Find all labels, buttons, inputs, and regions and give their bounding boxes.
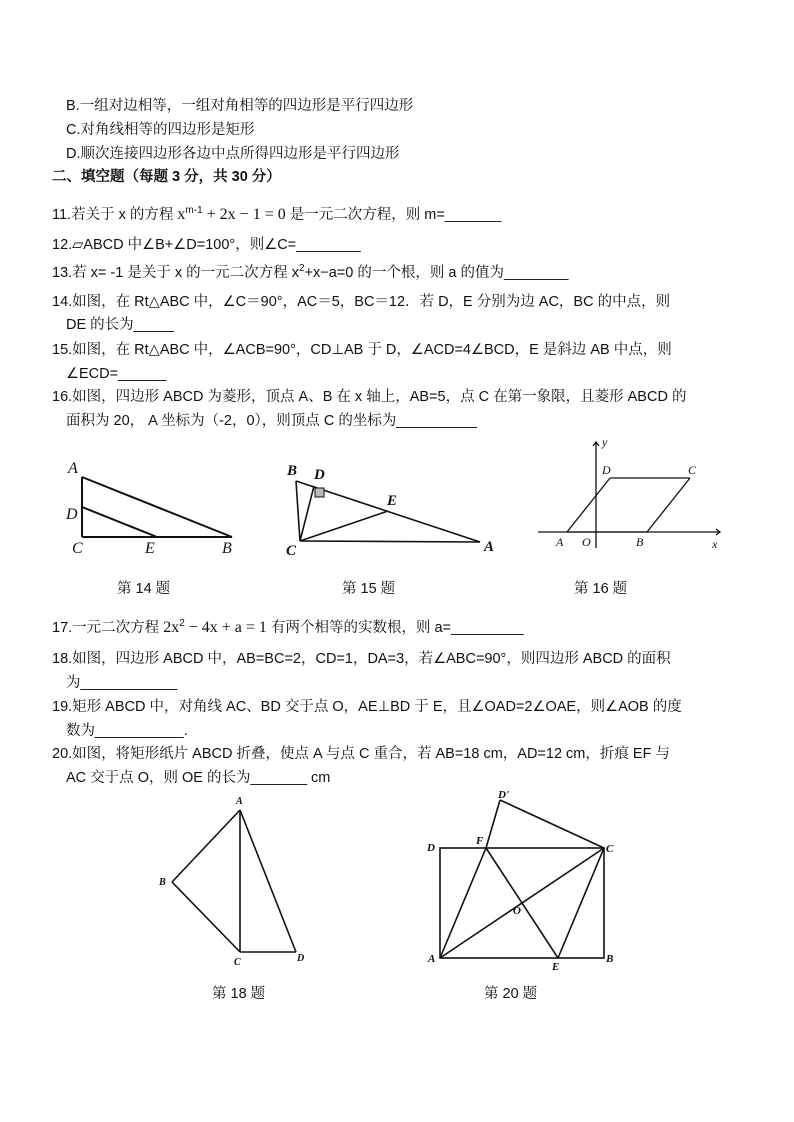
fig15-label-e: E (387, 493, 398, 509)
fig14-label-d: D (66, 506, 78, 523)
fig20-label-f: F (476, 835, 484, 847)
caption-20: 第 20 题 (484, 986, 538, 1002)
q17-expr: 2x (163, 618, 180, 636)
figure-20 (420, 784, 630, 974)
figure-15 (280, 455, 505, 560)
fig18-label-c: C (234, 957, 241, 968)
q11-expr-rest: + 2x − 1 = 0 (202, 205, 286, 223)
question-20-line2: AC 交于点 O，则 OE 的长为_______ cm (66, 770, 331, 786)
fig15-label-b: B (287, 463, 298, 479)
q13-exponent: 2 (298, 263, 305, 274)
question-19-line2: 数为___________. (66, 723, 188, 739)
q11-prefix: 11.若关于 x 的方程 (52, 206, 178, 223)
fig14-label-e: E (145, 540, 155, 557)
question-12: 12.▱ABCD 中∠B+∠D=100°，则∠C=________ (52, 237, 361, 253)
fig16-label-a: A (556, 535, 564, 549)
fig20-label-dprime: D' (498, 789, 509, 801)
figure-14 (60, 455, 245, 560)
caption-18: 第 18 题 (212, 986, 266, 1002)
q17-expr-rest: − 4x + a = 1 (184, 618, 267, 636)
question-14-line2: DE 的长为_____ (66, 317, 174, 333)
question-15-line2: ∠ECD=______ (66, 366, 167, 382)
figure-18 (150, 790, 320, 975)
fig18-label-b: B (159, 877, 166, 888)
question-11 (52, 201, 501, 225)
question-15-line1: 15.如图，在 Rt△ABC 中，∠ACB=90°，CD⊥AB 于 D，∠ACD=4∠BCD，E 是斜边 AB 中点，则 (52, 342, 672, 358)
option-b: B.一组对边相等，一组对角相等的四边形是平行四边形 (66, 98, 414, 114)
caption-16: 第 16 题 (574, 581, 628, 597)
fig16-label-x: x (712, 537, 718, 551)
q11-expr: x (177, 205, 186, 223)
fig18-label-a: A (236, 796, 243, 807)
fig16-label-o: O (582, 535, 591, 549)
question-19-line1: 19.矩形 ABCD 中，对角线 AC、BD 交于点 O，AE⊥BD 于 E，且∠OAD=2∠OAE，则∠AOB 的度 (52, 699, 682, 715)
fig14-label-c: C (72, 540, 83, 557)
question-14-line1: 14.如图，在 Rt△ABC 中，∠C＝90°，AC＝5，BC＝12．若 D，E 分别为边 AC，BC 的中点，则 (52, 294, 671, 310)
question-20-line1: 20.如图，将矩形纸片 ABCD 折叠，使点 A 与点 C 重合，若 AB=18 cm，AD=12 cm，折痕 EF 与 (52, 746, 670, 762)
section-title: 二、填空题（每题 3 分，共 30 分） (52, 169, 281, 185)
fig18-label-d: D (297, 953, 305, 964)
q13-suffix: +x−a=0 的一个根，则 a 的值为________ (304, 264, 569, 281)
fig20-label-d: D (427, 842, 435, 854)
fig15-label-a: A (484, 539, 495, 555)
fig20-label-c: C (606, 843, 614, 855)
question-16-line1: 16.如图，四边形 ABCD 为菱形，顶点 A、B 在 x 轴上，AB=5，点 C 在第一象限，且菱形 ABCD 的 (52, 389, 687, 405)
fig16-label-b: B (636, 535, 644, 549)
fig20-label-a: A (428, 953, 436, 965)
question-18-line2: 为____________ (66, 675, 178, 691)
fig14-label-a: A (68, 460, 78, 477)
option-c: C.对角线相等的四边形是矩形 (66, 122, 255, 138)
fig15-label-d: D (314, 467, 325, 483)
q11-exponent: m-1 (185, 205, 203, 216)
caption-15: 第 15 题 (342, 581, 396, 597)
q17-prefix: 17.一元二次方程 (52, 619, 164, 636)
q13-prefix: 13.若 x= -1 是关于 x 的一元二次方程 x (52, 264, 299, 281)
q17-suffix: 有两个相等的实数根，则 a=_________ (266, 619, 524, 636)
question-13 (52, 259, 568, 283)
question-16-line2: 面积为 20， A 坐标为（-2，0），则顶点 C 的坐标为__________ (66, 413, 477, 429)
q17-exponent: 2 (179, 618, 185, 629)
question-18-line1: 18.如图，四边形 ABCD 中，AB=BC=2，CD=1，DA=3，若∠ABC=90°，则四边形 ABCD 的面积 (52, 651, 671, 667)
fig16-label-y: y (602, 436, 608, 449)
fig15-label-c: C (286, 543, 297, 559)
caption-14: 第 14 题 (117, 581, 171, 597)
option-d: D.顺次连接四边形各边中点所得四边形是平行四边形 (66, 146, 400, 162)
fig16-label-c: C (688, 463, 697, 477)
q11-suffix: 是一元二次方程，则 m=_______ (285, 206, 502, 223)
figure-16 (530, 436, 730, 556)
fig16-label-d: D (602, 463, 611, 477)
fig20-label-o: O (513, 905, 521, 917)
fig20-label-e: E (552, 961, 560, 973)
fig14-label-b: B (222, 540, 232, 557)
question-17 (52, 614, 524, 638)
fig20-label-b: B (606, 953, 614, 965)
